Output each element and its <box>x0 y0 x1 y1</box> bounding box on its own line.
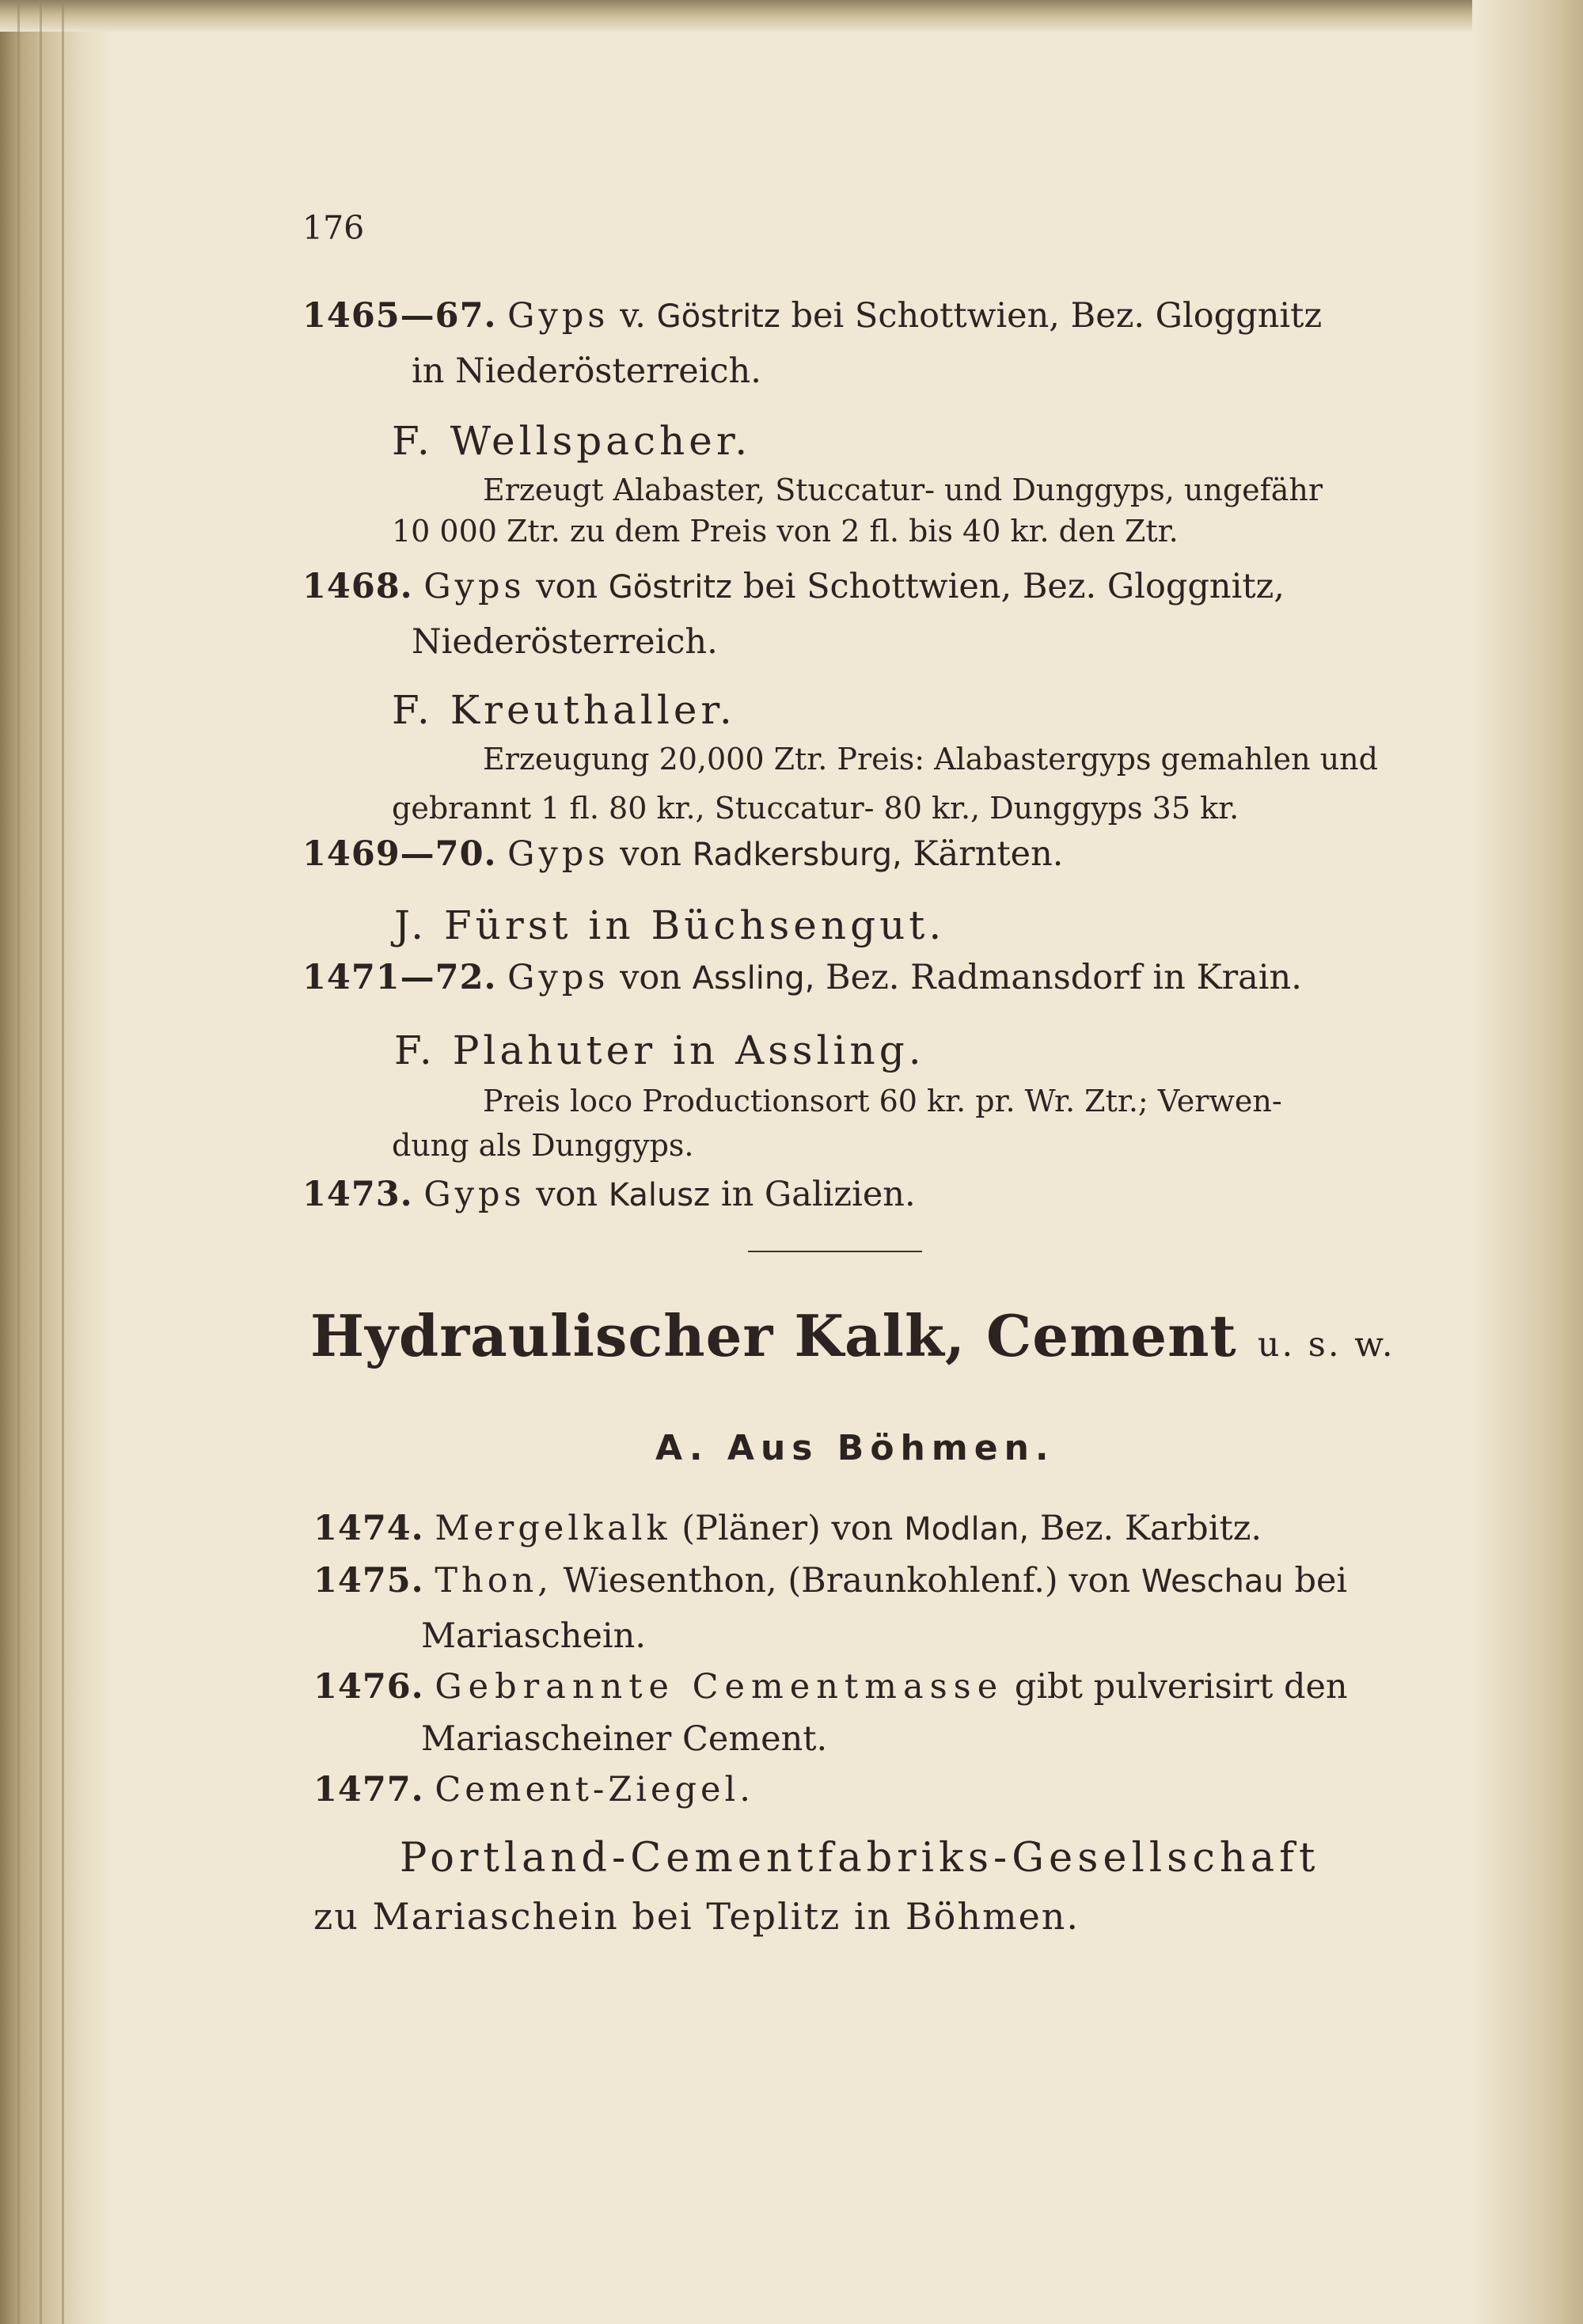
entry-note: Erzeugt Alabaster, Stuccatur- und Dunggyps, ungefähr <box>483 473 1323 507</box>
entry-text: von <box>620 834 681 874</box>
entry-text: Kärnten. <box>913 834 1064 874</box>
catalog-entry <box>302 834 1064 874</box>
entry-number: 1468. <box>302 567 413 606</box>
entry-place: Assling, <box>692 960 815 997</box>
entry-item: Mergelkalk <box>435 1509 671 1548</box>
catalog-entry <box>302 1175 916 1214</box>
entry-number: 1475. <box>313 1561 424 1601</box>
entry-item: Cement-Ziegel. <box>435 1770 754 1809</box>
firm-name: F. Wellspacher. <box>392 418 752 464</box>
catalog-entry <box>302 958 1302 997</box>
section-title-text: Hydraulischer Kalk, Cement <box>310 1302 1237 1369</box>
catalog-entry <box>313 1561 1348 1601</box>
entry-text: bei <box>1294 1561 1348 1601</box>
entry-place: Modlan, <box>904 1511 1030 1547</box>
entry-item: Gyps <box>423 567 526 606</box>
entry-number: 1476. <box>313 1667 424 1707</box>
entry-number: 1469—70. <box>302 834 497 874</box>
entry-text: Bez. Radmansdorf in Krain. <box>826 958 1302 997</box>
entry-place: Radkersburg, <box>692 837 902 873</box>
entry-text: v. <box>620 296 646 336</box>
catalog-entry <box>302 567 1285 606</box>
entry-item: Thon, <box>435 1561 552 1601</box>
section-subtitle: A. Aus Böhmen. <box>655 1428 1055 1468</box>
entry-text: Wiesenthon, (Braunkohlenf.) von <box>563 1561 1131 1601</box>
entry-item: Gyps <box>507 296 609 336</box>
entry-continuation: Niederösterreich. <box>412 622 718 662</box>
entry-note: Preis loco Productionsort 60 kr. pr. Wr. Ztr.; Verwen- <box>483 1084 1282 1118</box>
section-title <box>310 1302 1395 1369</box>
entry-number: 1473. <box>302 1175 413 1214</box>
entry-text: von <box>620 958 681 997</box>
entry-text: gibt pulverisirt den <box>1014 1667 1348 1707</box>
entry-text: (Pläner) von <box>681 1509 894 1548</box>
firm-name: F. Kreuthaller. <box>392 687 736 733</box>
section-title-tail: u. s. w. <box>1257 1325 1395 1365</box>
entry-item: Gebrannte Cementmasse <box>435 1667 1004 1707</box>
entry-note: dung als Dunggyps. <box>392 1128 694 1163</box>
entry-note: 10 000 Ztr. zu dem Preis von 2 fl. bis 40 kr. den Ztr. <box>392 514 1179 549</box>
entry-place: Weschau <box>1141 1563 1284 1600</box>
entry-place: Göstritz <box>656 298 780 335</box>
entry-continuation: Mariaschein. <box>421 1616 647 1656</box>
entry-item: Gyps <box>507 958 609 997</box>
entry-text: Bez. Karbitz. <box>1039 1509 1262 1548</box>
entry-note: Erzeugung 20,000 Ztr. Preis: Alabastergyps gemahlen und <box>483 742 1378 777</box>
entry-text: bei Schottwien, Bez. Gloggnitz, <box>742 567 1285 606</box>
catalog-entry <box>302 296 1323 336</box>
entry-continuation: in Niederösterreich. <box>412 351 761 391</box>
entry-item: Gyps <box>507 834 609 874</box>
entry-text: von <box>536 567 598 606</box>
entry-note: gebrannt 1 fl. 80 kr., Stuccatur- 80 kr., Dunggyps 35 kr. <box>392 791 1239 826</box>
entry-text: von <box>536 1175 598 1214</box>
page-number: 176 <box>302 209 365 247</box>
catalog-entry <box>313 1770 754 1809</box>
entry-item: Gyps <box>423 1175 526 1214</box>
entry-text: in Galizien. <box>720 1175 916 1214</box>
entry-number: 1471—72. <box>302 958 497 997</box>
entry-number: 1474. <box>313 1509 424 1548</box>
entry-text: bei Schottwien, Bez. Gloggnitz <box>791 296 1323 336</box>
firm-location-final: zu Mariaschein bei Teplitz in Böhmen. <box>313 1895 1080 1938</box>
entry-continuation: Mariascheiner Cement. <box>421 1719 828 1759</box>
catalog-entry <box>313 1509 1262 1548</box>
entry-number: 1465—67. <box>302 296 497 336</box>
section-divider <box>748 1251 922 1252</box>
firm-name: F. Plahuter in Assling. <box>394 1027 925 1073</box>
entry-place: Kalusz <box>608 1177 711 1213</box>
firm-name-final: Portland-Cementfabriks-Gesellschaft <box>400 1835 1320 1882</box>
catalog-entry <box>313 1667 1348 1707</box>
entry-place: Göstritz <box>608 569 733 606</box>
entry-number: 1477. <box>313 1770 424 1809</box>
firm-name: J. Fürst in Büchsengut. <box>394 902 946 948</box>
